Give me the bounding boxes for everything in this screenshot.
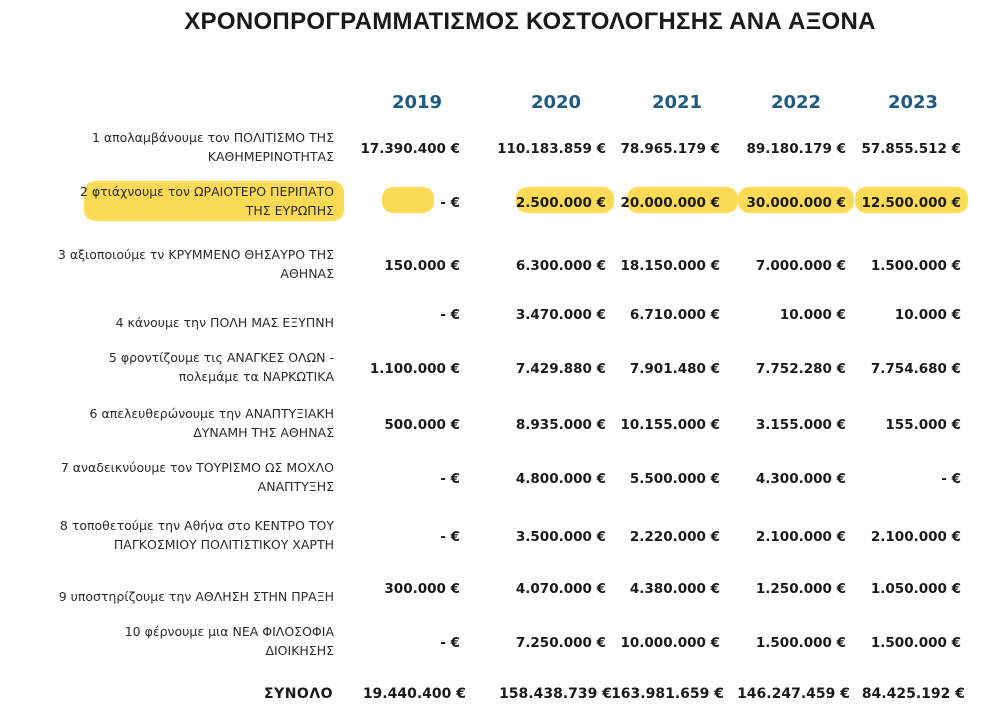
total-value-2020: 158.438.739 € xyxy=(499,686,612,702)
cell-value-2023: 57.855.512 € xyxy=(861,141,961,157)
cell-value-2022: 3.155.000 € xyxy=(755,417,846,433)
table-row xyxy=(0,128,1005,172)
cell-value-2019: - € xyxy=(440,529,460,545)
cell-value-2022: 4.300.000 € xyxy=(755,471,846,487)
cell-value-2019: - € xyxy=(440,635,460,651)
cell-value-2023: 12.500.000 € xyxy=(861,195,961,211)
row-label-line: πολεμάμε τα ΝΑΡΚΩΤΙΚΑ xyxy=(178,369,334,384)
cell-value-2022: 7.752.280 € xyxy=(755,361,846,377)
cell-value-2022: 2.100.000 € xyxy=(755,529,846,545)
row-label xyxy=(14,245,334,283)
row-label xyxy=(14,458,334,496)
cell-value-2020: 110.183.859 € xyxy=(497,141,606,157)
page-title: ΧΡΟΝΟΠΡΟΓΡΑΜΜΑΤΙΣΜΟΣ ΚΟΣΤΟΛΟΓΗΣΗΣ ΑΝΑ ΑΞΟΝΑ xyxy=(184,8,876,35)
year-header-2020: 2020 xyxy=(530,92,582,113)
row-label-line: 4 κάνουμε την ΠΟΛΗ ΜΑΣ ΕΞΥΠΝΗ xyxy=(115,315,334,330)
cell-value-2023: 2.100.000 € xyxy=(870,529,961,545)
row-label-line: ΔΥΝΑΜΗ ΤΗΣ ΑΘΗΝΑΣ xyxy=(193,425,334,440)
cell-value-2020: 4.800.000 € xyxy=(515,471,606,487)
cell-value-2021: 20.000.000 € xyxy=(620,195,720,211)
cell-value-2020: 8.935.000 € xyxy=(515,417,606,433)
total-value-2022: 146.247.459 € xyxy=(737,686,850,702)
cell-value-2019: 1.100.000 € xyxy=(369,361,460,377)
cell-value-2023: 155.000 € xyxy=(885,417,961,433)
row-label-line: 9 υποστηρίζουμε την ΑΘΛΗΣΗ ΣΤΗΝ ΠΡΑΞΗ xyxy=(58,589,334,604)
cell-value-2021: 78.965.179 € xyxy=(620,141,720,157)
total-value-2019: 19.440.400 € xyxy=(362,686,466,702)
row-label-line: 2 φτιάχνουμε τον ΩΡΑΙΟΤΕΡΟ ΠΕΡΙΠΑΤΟ xyxy=(79,184,334,199)
cell-value-2023: 7.754.680 € xyxy=(870,361,961,377)
cell-value-2019: - € xyxy=(440,471,460,487)
cell-value-2023: - € xyxy=(941,471,961,487)
total-value-2021: 163.981.659 € xyxy=(611,686,724,702)
cell-value-2023: 10.000 € xyxy=(894,307,961,323)
total-label: ΣΥΝΟΛΟ xyxy=(264,686,334,702)
highlight-marker xyxy=(382,187,434,213)
table-row xyxy=(0,182,1005,226)
cell-value-2019: 500.000 € xyxy=(384,417,460,433)
cell-value-2023: 1.500.000 € xyxy=(870,635,961,651)
row-label xyxy=(14,313,334,332)
cell-value-2019: 300.000 € xyxy=(384,581,460,597)
cell-value-2019: 17.390.400 € xyxy=(360,141,460,157)
cell-value-2020: 7.429.880 € xyxy=(515,361,606,377)
cell-value-2022: 30.000.000 € xyxy=(746,195,846,211)
table-row xyxy=(0,458,1005,502)
row-label-line: ΑΝΑΠΤΥΞΗΣ xyxy=(257,479,334,494)
row-label-line: 7 αναδεικνύουμε τον ΤΟΥΡΙΣΜΟ ΩΣ ΜΟΧΛΟ xyxy=(60,460,334,475)
cell-value-2019: - € xyxy=(440,195,460,211)
cell-value-2021: 10.155.000 € xyxy=(620,417,720,433)
table-row xyxy=(0,245,1005,289)
cell-value-2021: 7.901.480 € xyxy=(629,361,720,377)
cell-value-2021: 2.220.000 € xyxy=(629,529,720,545)
table-row xyxy=(0,304,1005,348)
table-row xyxy=(0,404,1005,448)
total-value-2023: 84.425.192 € xyxy=(861,686,965,702)
cell-value-2023: 1.500.000 € xyxy=(870,258,961,274)
cell-value-2022: 7.000.000 € xyxy=(755,258,846,274)
cell-value-2020: 6.300.000 € xyxy=(515,258,606,274)
table-row xyxy=(0,622,1005,666)
year-header-2019: 2019 xyxy=(391,92,443,113)
cell-value-2021: 6.710.000 € xyxy=(629,307,720,323)
cell-value-2021: 10.000.000 € xyxy=(620,635,720,651)
row-label xyxy=(14,128,334,166)
cell-value-2019: 150.000 € xyxy=(384,258,460,274)
cell-value-2020: 2.500.000 € xyxy=(515,195,606,211)
row-label-line: 8 τοποθετούμε την Αθήνα στο ΚΕΝΤΡΟ ΤΟΥ xyxy=(59,518,334,533)
cell-value-2020: 4.070.000 € xyxy=(515,581,606,597)
row-label-line: ΤΗΣ ΕΥΡΩΠΗΣ xyxy=(245,203,334,218)
cell-value-2022: 1.500.000 € xyxy=(755,635,846,651)
row-label-line: 5 φροντίζουμε τις ΑΝΑΓΚΕΣ ΟΛΩΝ - xyxy=(108,350,334,365)
cell-value-2019: - € xyxy=(440,307,460,323)
row-label xyxy=(14,348,334,386)
cell-value-2021: 4.380.000 € xyxy=(629,581,720,597)
cell-value-2020: 3.500.000 € xyxy=(515,529,606,545)
year-header-2022: 2022 xyxy=(770,92,822,113)
cell-value-2022: 10.000 € xyxy=(779,307,846,323)
row-label-line: ΑΘΗΝΑΣ xyxy=(280,266,334,281)
row-label-line: ΚΑΘΗΜΕΡΙΝΟΤΗΤΑΣ xyxy=(207,149,334,164)
row-label-line: 10 φέρνουμε μια ΝΕΑ ΦΙΛΟΣΟΦΙΑ xyxy=(124,624,334,639)
table-row xyxy=(0,578,1005,622)
year-header-2021: 2021 xyxy=(651,92,703,113)
row-label-line: 1 απολαμβάνουμε τον ΠΟΛΙΤΙΣΜΟ ΤΗΣ xyxy=(91,130,334,145)
row-label xyxy=(14,404,334,442)
row-label xyxy=(14,182,334,220)
row-label-line: 3 αξιοποιούμε τν ΚΡΥΜΜΕΝΟ ΘΗΣΑΥΡΟ ΤΗΣ xyxy=(57,247,334,262)
cell-value-2020: 3.470.000 € xyxy=(515,307,606,323)
cell-value-2022: 1.250.000 € xyxy=(755,581,846,597)
cell-value-2022: 89.180.179 € xyxy=(746,141,846,157)
row-label xyxy=(14,516,334,554)
table-row xyxy=(0,516,1005,560)
row-label-line: ΠΑΓΚΟΣΜΙΟΥ ΠΟΛΙΤΙΣΤΙΚΟΥ ΧΑΡΤΗ xyxy=(113,537,334,552)
year-header-2023: 2023 xyxy=(887,92,939,113)
row-label-line: 6 απελευθερώνουμε την ΑΝΑΠΤΥΞΙΑΚΗ xyxy=(89,406,334,421)
cell-value-2021: 5.500.000 € xyxy=(629,471,720,487)
cell-value-2020: 7.250.000 € xyxy=(515,635,606,651)
row-label-line: ΔΙΟΙΚΗΣΗΣ xyxy=(265,643,334,658)
cell-value-2021: 18.150.000 € xyxy=(620,258,720,274)
row-label xyxy=(14,587,334,606)
cell-value-2023: 1.050.000 € xyxy=(870,581,961,597)
row-label xyxy=(14,622,334,660)
table-row xyxy=(0,348,1005,392)
